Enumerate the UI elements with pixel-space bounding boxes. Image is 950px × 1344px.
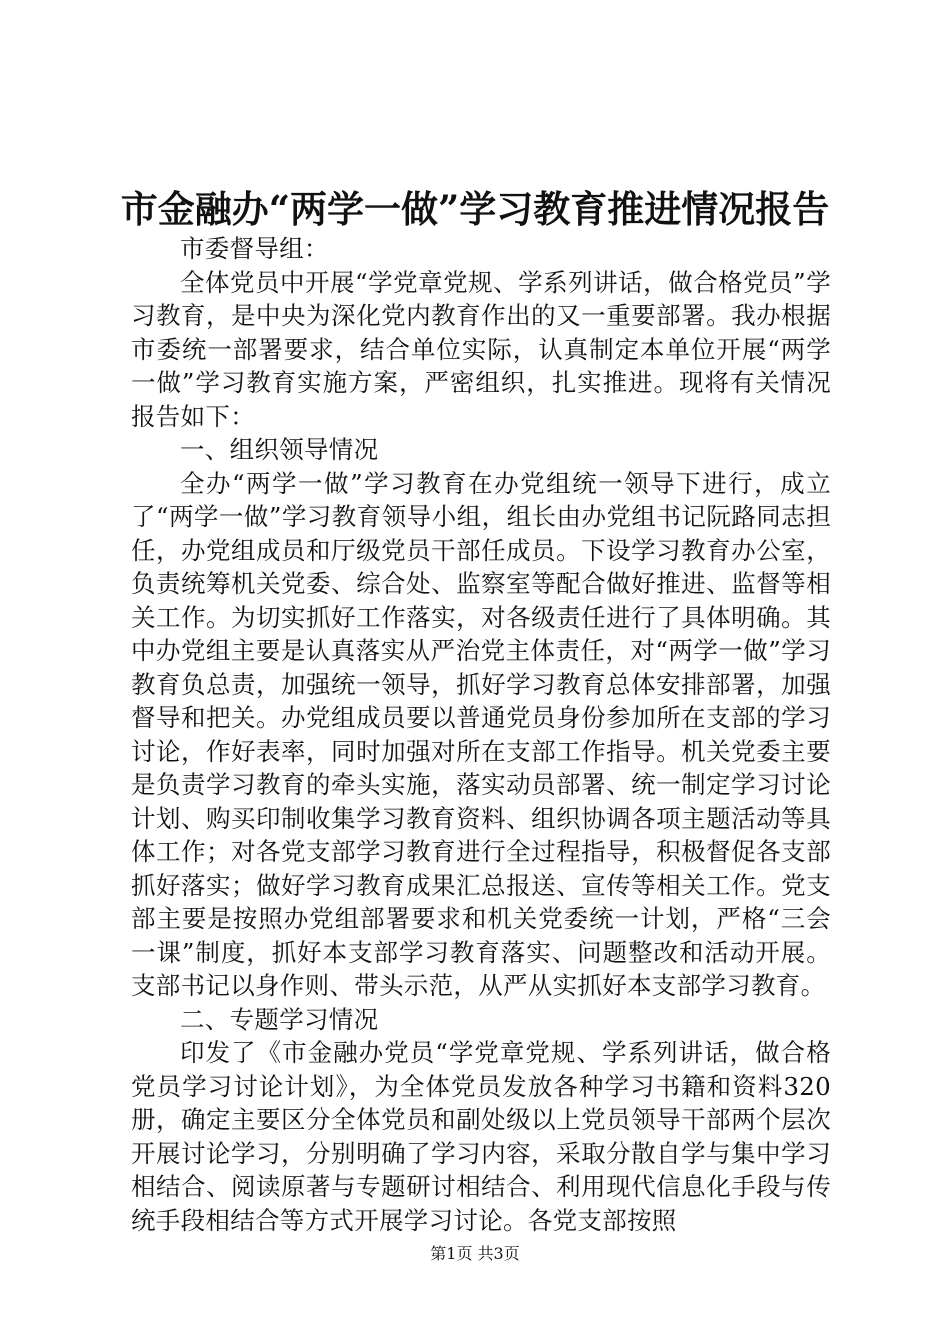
document-body <box>131 232 831 1237</box>
document-title: 市金融办“两学一做”学习教育推进情况报告 <box>120 187 830 231</box>
section-heading-study: 二、专题学习情况 <box>180 1004 379 1034</box>
page-footer: 第1页 共3页 <box>430 1244 520 1263</box>
paragraph-intro: 全体党员中开展“学党章党规、学系列讲话，做合格党员”学习教育，是中央为深化党内教育作出的又一重要部署。我办根据市委统一部署要求，结合单位实际，认真制定本单位开展“两学一做”学习教育实施方案，严密组织，扎实推进。现将有关情况报告如下： <box>131 267 832 431</box>
paragraph-organization: 全办“两学一做”学习教育在办党组统一领导下进行，成立了“两学一做”学习教育领导小组，组长由办党组书记阮路同志担任，办党组成员和厅级党员干部任成员。下设学习教育办公室，负责统筹机关党委、综合处、监察室等配合做好推进、监督等相关工作。为切实抓好工作落实，对各级责任进行了具体明确。其中办党组主要是认真落实从严治党主体责任，对“两学一做”学习教育负总责，加强统一领导，抓好学习教育总体安排部署，加强督导和把关。办党组成员要以普通党员身份参加所在支部的学习讨论，作好表率，同时加强对所在支部工作指导。机关党委主要是负责学习教育的牵头实施，落实动员部署、统一制定学习讨论计划、购买印制收集学习教育资料、组织协调各项主题活动等具体工作；对各党支部学习教育进行全过程指导，积极督促各支部抓好落实；做好学习教育成果汇总报送、宣传等相关工作。党支部主要是按照办党组部署要求和机关党委统一计划，严格“三会一课”制度，抓好本支部学习教育落实、问题整改和活动开展。支部书记以身作则、带头示范，从严从实抓好本支部学习教育。 <box>131 468 832 1000</box>
paragraph-study: 印发了《市金融办党员“学党章党规、学系列讲话，做合格党员学习讨论计划》，为全体党员发放各种学习书籍和资料320册，确定主要区分全体党员和副处级以上党员领导干部两个层次开展讨论学习，分别明确了学习内容，采取分散自学与集中学习相结合、阅读原著与专题研讨相结合、利用现代信息化手段与传统手段相结合等方式开展学习讨论。各党支部按照 <box>131 1038 831 1235</box>
section-heading-organization: 一、组织领导情况 <box>180 435 379 464</box>
salutation: 市委督导组： <box>180 234 329 263</box>
